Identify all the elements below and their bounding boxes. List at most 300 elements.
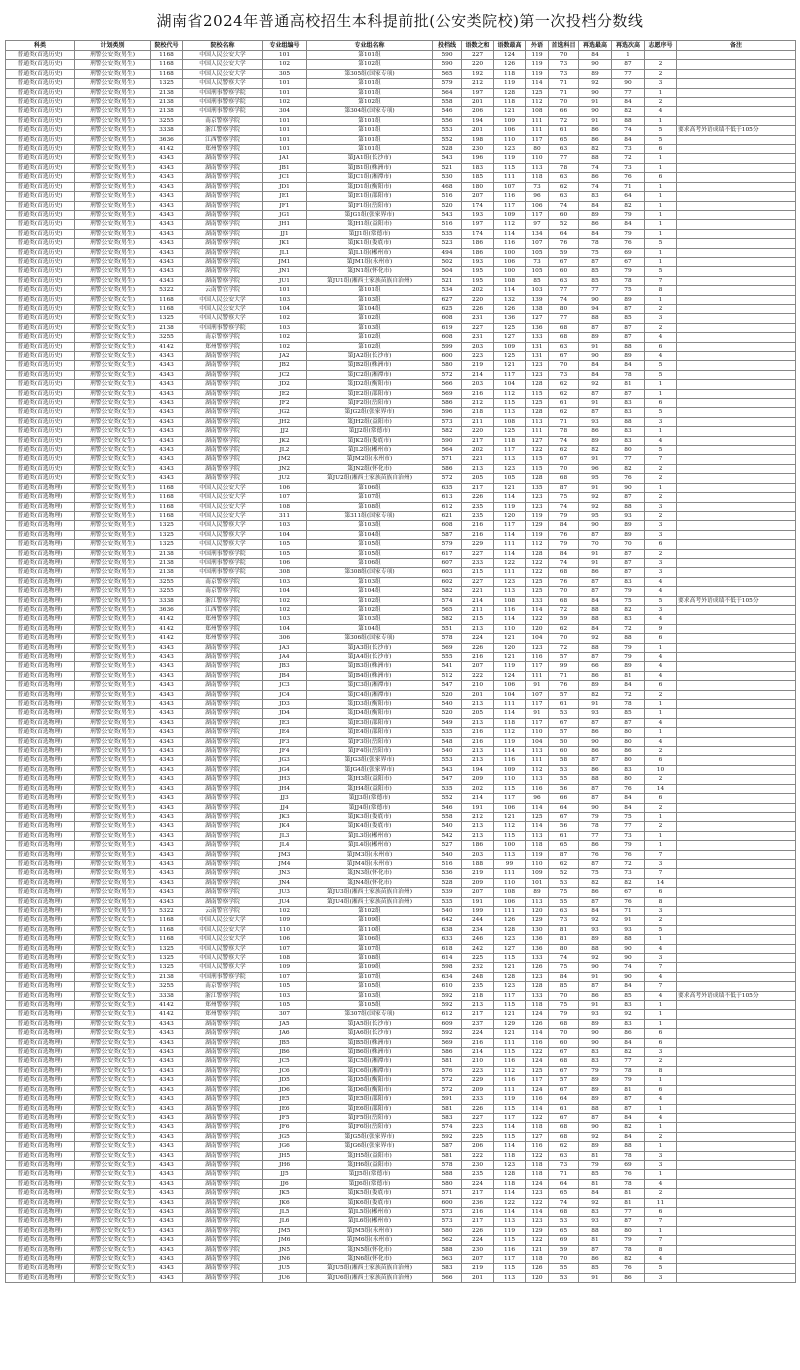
table-cell: 576 [433, 1066, 462, 1075]
table-cell: 普通类(首选物理) [6, 878, 75, 887]
table-cell: 第JK1组(娄底市) [307, 239, 433, 248]
table-cell: 4343 [151, 389, 183, 398]
table-cell: 第106组 [307, 558, 433, 567]
table-cell: 121 [494, 107, 526, 116]
table-cell: JU2 [263, 474, 307, 483]
table-cell: 刑警公安类(男生) [75, 765, 151, 774]
table-cell: 7 [645, 1236, 677, 1245]
table-row [6, 709, 796, 718]
table-cell: 3 [645, 79, 677, 88]
table-cell: 82 [612, 464, 645, 473]
table-cell: 第JN5组(怀化市) [307, 1245, 433, 1254]
table-cell: 刑警公安类(男生) [75, 671, 151, 680]
table-cell: 云南警官学院 [183, 906, 263, 915]
remark-cell [677, 963, 796, 972]
table-cell: 普通类(首选物理) [6, 700, 75, 709]
table-cell: 4343 [151, 841, 183, 850]
remark-cell [677, 304, 796, 313]
table-cell: 92 [579, 916, 612, 925]
table-cell: 122 [526, 1236, 549, 1245]
table-cell: 203 [462, 380, 494, 389]
table-cell: 第JC1组(湘潭市) [307, 173, 433, 182]
table-cell: 217 [462, 483, 494, 492]
table-cell: 74 [549, 295, 579, 304]
table-cell: 84 [579, 624, 612, 633]
table-cell: 103 [263, 295, 307, 304]
table-cell: 4343 [151, 380, 183, 389]
table-cell: 4 [645, 718, 677, 727]
table-cell: JC5 [263, 1057, 307, 1066]
table-cell: 67 [549, 352, 579, 361]
table-cell: 230 [462, 1160, 494, 1169]
table-cell: 578 [433, 1160, 462, 1169]
table-cell: 122 [526, 615, 549, 624]
table-cell: 588 [433, 1170, 462, 1179]
table-cell: 572 [433, 1076, 462, 1085]
table-cell: 4343 [151, 239, 183, 248]
table-cell: JF1 [263, 201, 307, 210]
table-cell: 129 [526, 916, 549, 925]
remark-cell [677, 145, 796, 154]
table-cell: 107 [263, 944, 307, 953]
table-cell: JN5 [263, 1245, 307, 1254]
table-cell: 118 [526, 1255, 549, 1264]
table-cell: 223 [462, 1066, 494, 1075]
table-cell: 湖南警察学院 [183, 869, 263, 878]
table-cell: 227 [462, 577, 494, 586]
table-cell: 547 [433, 775, 462, 784]
table-cell: 刑警公安类(男生) [75, 643, 151, 652]
table-row [6, 756, 796, 765]
table-cell: 第JG6组(张家界市) [307, 1142, 433, 1151]
document-title: 湖南省2024年普通高校招生本科提前批(公安类院校)第一次投档分数线 [156, 12, 644, 30]
table-cell: 8 [645, 286, 677, 295]
table-cell: JE1 [263, 192, 307, 201]
table-cell: 83 [579, 1048, 612, 1057]
table-cell: 66 [549, 107, 579, 116]
table-cell: 第JE2组(邵阳市) [307, 389, 433, 398]
table-cell: JE5 [263, 1095, 307, 1104]
table-cell: 213 [462, 756, 494, 765]
table-cell: 213 [462, 700, 494, 709]
table-cell: 633 [433, 935, 462, 944]
table-cell: 4343 [151, 784, 183, 793]
table-cell: 6 [645, 1207, 677, 1216]
table-cell: JM5 [263, 1226, 307, 1235]
table-cell: 4 [645, 107, 677, 116]
table-cell: 84 [579, 370, 612, 379]
table-cell: 刑警公安类(女生) [75, 464, 151, 473]
table-cell: 第JG3组(张家界市) [307, 756, 433, 765]
table-cell: 116 [526, 1095, 549, 1104]
table-cell: 湖南警察学院 [183, 1019, 263, 1028]
table-cell: JA5 [263, 1019, 307, 1028]
table-cell: 114 [494, 493, 526, 502]
table-cell: 131 [526, 342, 549, 351]
table-cell: 109 [263, 916, 307, 925]
table-cell: 117 [494, 201, 526, 210]
table-cell: 118 [494, 718, 526, 727]
table-cell: 77 [549, 154, 579, 163]
table-cell: 91 [579, 1273, 612, 1282]
table-cell: 刑警公安类(女生) [75, 1104, 151, 1113]
table-cell: 普通类(首选历史) [6, 220, 75, 229]
table-cell: 563 [433, 1255, 462, 1264]
table-cell: JN1 [263, 267, 307, 276]
table-cell: 224 [462, 634, 494, 643]
table-cell: 87 [549, 850, 579, 859]
table-cell: 湖南警察学院 [183, 1198, 263, 1207]
table-cell: 223 [462, 352, 494, 361]
table-cell: 114 [526, 803, 549, 812]
table-cell: 4343 [151, 1273, 183, 1282]
table-cell: 60 [549, 747, 579, 756]
table-cell: 7 [645, 1217, 677, 1226]
table-cell: 90 [612, 79, 645, 88]
table-cell: 91 [612, 916, 645, 925]
table-cell: 4343 [151, 775, 183, 784]
table-cell: 湖南警察学院 [183, 248, 263, 257]
table-cell: 普通类(首选物理) [6, 831, 75, 840]
table-cell: 4343 [151, 812, 183, 821]
table-cell: 2138 [151, 558, 183, 567]
table-cell: 湖南警察学院 [183, 1066, 263, 1075]
table-cell: 582 [433, 615, 462, 624]
table-cell: 86 [612, 747, 645, 756]
table-cell: 85 [579, 276, 612, 285]
table-cell: 80 [526, 145, 549, 154]
table-cell: 71 [612, 906, 645, 915]
table-cell: 77 [579, 831, 612, 840]
table-cell: 113 [526, 747, 549, 756]
table-cell: 88 [579, 314, 612, 323]
table-cell: 普通类(首选物理) [6, 587, 75, 596]
table-cell: 81 [549, 935, 579, 944]
table-cell: 88 [612, 634, 645, 643]
table-cell: 8 [645, 897, 677, 906]
table-cell: 湖南警察学院 [183, 1029, 263, 1038]
table-cell: 118 [526, 1170, 549, 1179]
table-cell: 209 [462, 878, 494, 887]
table-cell: 3 [645, 1160, 677, 1169]
table-cell: 4343 [151, 1113, 183, 1122]
table-cell: 4343 [151, 192, 183, 201]
table-cell: 113 [526, 417, 549, 426]
table-cell: 119 [494, 662, 526, 671]
table-cell: 3 [645, 502, 677, 511]
table-cell: 刑警公安类(女生) [75, 1226, 151, 1235]
table-cell: 587 [433, 530, 462, 539]
table-cell: 刑警公安类(女生) [75, 1132, 151, 1141]
table-cell: 普通类(首选物理) [6, 1264, 75, 1273]
table-cell: 中国刑事警察学院 [183, 568, 263, 577]
table-cell: 中国人民警察大学 [183, 954, 263, 963]
remark-cell [677, 1207, 796, 1216]
table-cell: 第103组 [307, 991, 433, 1000]
table-cell: 213 [462, 1001, 494, 1010]
remark-cell [677, 173, 796, 182]
table-cell: 248 [462, 972, 494, 981]
table-cell: 139 [526, 295, 549, 304]
table-cell: 5322 [151, 906, 183, 915]
table-cell: 70 [549, 587, 579, 596]
table-row [6, 916, 796, 925]
table-cell: 88 [579, 944, 612, 953]
table-cell: 普通类(首选物理) [6, 643, 75, 652]
table-row [6, 1170, 796, 1179]
table-cell: 102 [263, 60, 307, 69]
table-cell: 117 [526, 718, 549, 727]
table-cell: 206 [462, 1142, 494, 1151]
table-cell: 4343 [151, 1076, 183, 1085]
table-cell: 刑警公安类(女生) [75, 1085, 151, 1094]
table-cell: 225 [462, 1132, 494, 1141]
table-cell: 207 [462, 192, 494, 201]
table-cell: 213 [462, 747, 494, 756]
table-cell: 第109组 [307, 963, 433, 972]
table-cell: 80 [549, 304, 579, 313]
table-cell: 211 [462, 605, 494, 614]
table-cell: 4 [645, 662, 677, 671]
table-cell: JC6 [263, 1066, 307, 1075]
table-cell: 114 [494, 229, 526, 238]
table-cell: 刑警公安类(女生) [75, 474, 151, 483]
table-cell: 郑州警察学院 [183, 624, 263, 633]
table-cell: 刑警公安类(男生) [75, 483, 151, 492]
remark-cell [677, 1038, 796, 1047]
table-cell: 115 [494, 1236, 526, 1245]
table-cell: 82 [612, 107, 645, 116]
table-cell: 4343 [151, 681, 183, 690]
table-cell: 91 [579, 549, 612, 558]
table-cell: 225 [462, 954, 494, 963]
table-cell: 215 [462, 568, 494, 577]
table-cell: 1168 [151, 304, 183, 313]
remark-cell [677, 380, 796, 389]
table-cell: 第JK3组(娄底市) [307, 812, 433, 821]
table-cell: 4343 [151, 220, 183, 229]
table-cell: 湖南警察学院 [183, 389, 263, 398]
table-cell: 刑警公安类(男生) [75, 549, 151, 558]
table-cell: 3636 [151, 605, 183, 614]
table-row [6, 869, 796, 878]
table-cell: 普通类(首选历史) [6, 276, 75, 285]
remark-cell [677, 709, 796, 718]
table-cell: 111 [526, 427, 549, 436]
table-cell: 湖南警察学院 [183, 1076, 263, 1085]
table-cell: 111 [526, 126, 549, 135]
table-row [6, 182, 796, 191]
table-cell: 558 [433, 812, 462, 821]
table-cell: 89 [526, 888, 549, 897]
table-cell: 14 [645, 878, 677, 887]
table-row [6, 812, 796, 821]
table-cell: 湖南警察学院 [183, 1057, 263, 1066]
table-cell: 564 [433, 446, 462, 455]
table-cell: 110 [494, 624, 526, 633]
remark-cell [677, 878, 796, 887]
table-cell: 220 [462, 295, 494, 304]
table-cell: 85 [579, 267, 612, 276]
table-cell: 80 [612, 775, 645, 784]
table-cell: 105 [263, 540, 307, 549]
table-cell: 90 [579, 88, 612, 97]
table-cell: 527 [433, 841, 462, 850]
table-cell: 普通类(首选历史) [6, 370, 75, 379]
table-cell: 111 [494, 906, 526, 915]
table-row [6, 201, 796, 210]
table-row [6, 549, 796, 558]
table-cell: 82 [612, 1255, 645, 1264]
table-cell: 第JL6组(郴州市) [307, 1217, 433, 1226]
table-cell: JK5 [263, 1189, 307, 1198]
table-cell: 第102组 [307, 60, 433, 69]
table-cell: 第JL4组(郴州市) [307, 841, 433, 850]
table-cell: 4343 [151, 436, 183, 445]
table-cell: 1 [645, 700, 677, 709]
table-cell: 81 [579, 1179, 612, 1188]
table-cell: 57 [549, 690, 579, 699]
table-cell: 99 [494, 859, 526, 868]
table-cell: 121 [494, 963, 526, 972]
table-cell: 第JN4组(怀化市) [307, 878, 433, 887]
table-cell: 468 [433, 182, 462, 191]
table-cell: 101 [263, 51, 307, 60]
table-cell: 583 [433, 1264, 462, 1273]
table-cell: 107 [263, 972, 307, 981]
table-row [6, 239, 796, 248]
table-cell: 116 [526, 784, 549, 793]
table-cell: 第JU6组(湘西土家族苗族自治州) [307, 1273, 433, 1282]
column-header: 语数之和 [462, 41, 494, 51]
table-cell: 232 [462, 963, 494, 972]
table-cell: 4343 [151, 728, 183, 737]
table-cell: 502 [433, 257, 462, 266]
table-cell: 普通类(首选物理) [6, 1076, 75, 1085]
table-cell: 8 [645, 1066, 677, 1075]
table-cell: 69 [549, 1236, 579, 1245]
table-cell: 104 [494, 380, 526, 389]
table-cell: 湖南警察学院 [183, 775, 263, 784]
table-row [6, 963, 796, 972]
table-cell: 235 [462, 1170, 494, 1179]
table-cell: 112 [494, 220, 526, 229]
table-cell: 70 [549, 1255, 579, 1264]
table-cell: 普通类(首选物理) [6, 784, 75, 793]
table-cell: 516 [433, 859, 462, 868]
table-cell: 第109组 [307, 916, 433, 925]
table-cell: 109 [494, 765, 526, 774]
remark-cell [677, 361, 796, 370]
table-cell: 刑警公安类(男生) [75, 728, 151, 737]
column-header: 院校代号 [151, 41, 183, 51]
table-cell: 3 [645, 1273, 677, 1282]
table-cell: 第107组 [307, 972, 433, 981]
table-cell: 103 [263, 615, 307, 624]
table-cell: 刑警公安类(女生) [75, 1057, 151, 1066]
remark-cell [677, 1010, 796, 1019]
table-row [6, 276, 796, 285]
table-cell: 第103组 [307, 295, 433, 304]
table-cell: 113 [494, 587, 526, 596]
table-cell: 87 [579, 653, 612, 662]
table-cell: 117 [526, 1076, 549, 1085]
table-cell: JL3 [263, 831, 307, 840]
table-cell: 4343 [151, 888, 183, 897]
table-cell: 87 [612, 493, 645, 502]
table-cell: 2 [645, 60, 677, 69]
table-cell: 81 [612, 671, 645, 680]
table-cell: 592 [433, 991, 462, 1000]
table-cell: 1168 [151, 60, 183, 69]
table-cell: 刑警公安类(女生) [75, 1076, 151, 1085]
table-cell: 87 [579, 897, 612, 906]
table-cell: 113 [526, 831, 549, 840]
table-cell: 202 [462, 784, 494, 793]
table-cell: 湖南警察学院 [183, 1142, 263, 1151]
table-cell: 203 [462, 850, 494, 859]
table-cell: 109 [494, 342, 526, 351]
table-cell: 普通类(首选物理) [6, 812, 75, 821]
table-cell: 第JG4组(张家界市) [307, 765, 433, 774]
table-cell: 110 [526, 728, 549, 737]
table-cell: 刑警公安类(男生) [75, 286, 151, 295]
table-cell: 普通类(首选物理) [6, 671, 75, 680]
table-cell: 中国人民公安大学 [183, 511, 263, 520]
table-cell: 227 [462, 323, 494, 332]
table-cell: 566 [433, 1273, 462, 1282]
table-cell: 581 [433, 1104, 462, 1113]
table-cell: 2 [645, 775, 677, 784]
table-cell: 71 [549, 1170, 579, 1179]
table-cell: 114 [494, 615, 526, 624]
table-cell: 203 [462, 342, 494, 351]
table-cell: 136 [526, 944, 549, 953]
table-cell: 刑警公安类(女生) [75, 925, 151, 934]
table-cell: 81 [549, 925, 579, 934]
table-cell: 61 [549, 126, 579, 135]
remark-cell [677, 812, 796, 821]
table-cell: 湖南警察学院 [183, 1132, 263, 1141]
table-cell: 56 [549, 822, 579, 831]
table-cell: 88 [612, 342, 645, 351]
table-cell: 刑警公安类(女生) [75, 295, 151, 304]
table-cell: 76 [612, 173, 645, 182]
table-cell: 91 [579, 342, 612, 351]
table-row [6, 1132, 796, 1141]
table-cell: 76 [549, 239, 579, 248]
table-cell: 95 [579, 474, 612, 483]
table-cell: 刑警公安类(男生) [75, 145, 151, 154]
table-cell: 1168 [151, 483, 183, 492]
table-cell: 91 [579, 116, 612, 125]
table-cell: 93 [579, 1010, 612, 1019]
table-cell: 4 [645, 577, 677, 586]
table-cell: 110 [526, 154, 549, 163]
table-cell: 普通类(首选历史) [6, 135, 75, 144]
table-cell: 123 [526, 361, 549, 370]
table-cell: 第JB6组(株洲市) [307, 1048, 433, 1057]
table-cell: 2 [645, 549, 677, 558]
table-cell: 第108组 [307, 954, 433, 963]
table-cell: 第104组 [307, 624, 433, 633]
table-cell: 普通类(首选历史) [6, 192, 75, 201]
table-cell: 刑警公安类(男生) [75, 718, 151, 727]
table-cell: 普通类(首选物理) [6, 1226, 75, 1235]
table-cell: 4343 [151, 1245, 183, 1254]
table-cell: 刑警公安类(男生) [75, 794, 151, 803]
table-cell: 6 [645, 1085, 677, 1094]
